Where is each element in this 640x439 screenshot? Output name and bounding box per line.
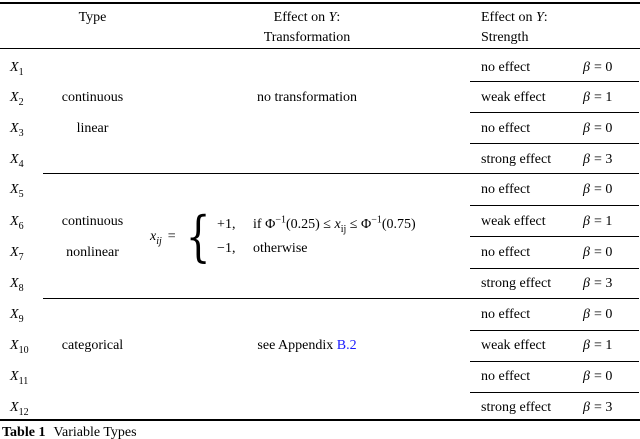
strength-rule-x11-x12 xyxy=(470,392,639,393)
row-x4-label: $X_4$ xyxy=(10,152,24,170)
row-x10-effect: weak effect xyxy=(481,338,546,353)
row-x11-label: $X_{11}$ xyxy=(10,369,29,387)
row-x9-beta: β = 0 xyxy=(583,307,613,322)
strength-rule-x9-x10 xyxy=(470,330,639,331)
row-x10-beta: β = 1 xyxy=(583,338,613,353)
type-group2-nonlinear: nonlinear xyxy=(66,245,119,260)
row-x4-effect: strong effect xyxy=(481,152,552,167)
table-caption xyxy=(2,424,137,439)
row-x11-beta: β = 0 xyxy=(583,369,613,384)
row-x2-effect: weak effect xyxy=(481,90,546,105)
strength-rule-x6-x7 xyxy=(470,236,639,237)
row-x7-label: $X_7$ xyxy=(10,245,24,263)
transformation-group3: see Appendix B.2 xyxy=(257,338,357,353)
table-bottom-rule xyxy=(0,419,640,421)
formula-case-2: −1, otherwise xyxy=(217,241,308,256)
row-x4-beta: β = 3 xyxy=(583,152,613,167)
row-x12-beta: β = 3 xyxy=(583,400,613,415)
type-group2-continuous: continuous xyxy=(61,214,124,229)
row-x7-beta: β = 0 xyxy=(583,245,613,260)
row-x6-label: $X_6$ xyxy=(10,214,24,232)
strength-rule-x3-x4 xyxy=(470,143,639,144)
row-x6-effect: weak effect xyxy=(481,214,546,229)
type-group3-categorical: categorical xyxy=(61,338,124,353)
row-x1-effect: no effect xyxy=(481,60,531,75)
row-x8-beta: β = 3 xyxy=(583,276,613,291)
table-caption-label: Table 1 xyxy=(2,425,46,439)
row-x5-effect: no effect xyxy=(481,182,531,197)
row-x6-beta: β = 1 xyxy=(583,214,613,229)
table-header-rule xyxy=(0,48,640,49)
formula-case-1: +1, if $\Phi^{-1}(0.25) \le x_{ij} \le \Phi^{-1}(0.75)$ xyxy=(217,214,416,235)
row-x3-beta: β = 0 xyxy=(583,121,613,136)
table-top-rule xyxy=(0,2,640,4)
column-header-transformation: Effect on Y: Transformation xyxy=(263,10,351,45)
transformation-group1: no transformation xyxy=(257,90,357,105)
appendix-b2-link[interactable]: B.2 xyxy=(336,338,357,353)
row-x9-label: $X_9$ xyxy=(10,307,24,325)
row-x1-label: $X_1$ xyxy=(10,60,24,78)
row-x1-beta: β = 0 xyxy=(583,60,613,75)
row-x9-effect: no effect xyxy=(481,307,531,322)
row-x3-label: $X_3$ xyxy=(10,121,24,139)
transformation-group2-formula: $x_{ij}$ = { +1, if $\Phi^{-1}(0.25) \le x_{ij} \le \Phi^{-1}(0.75)$ −1, otherwise xyxy=(150,205,416,268)
case-brace: { xyxy=(185,205,211,268)
type-group1-linear: linear xyxy=(76,121,109,136)
row-x11-effect: no effect xyxy=(481,369,531,384)
type-group1-continuous: continuous xyxy=(61,90,124,105)
strength-rule-x1-x2 xyxy=(470,81,639,82)
strength-rule-x10-x11 xyxy=(470,361,639,362)
row-x2-beta: β = 1 xyxy=(583,90,613,105)
column-header-type: Type xyxy=(78,10,107,25)
row-x5-beta: β = 0 xyxy=(583,182,613,197)
strength-rule-x5-x6 xyxy=(470,205,639,206)
row-x10-label: $X_{10}$ xyxy=(10,338,29,356)
row-x12-label: $X_{12}$ xyxy=(10,400,29,418)
row-x8-label: $X_8$ xyxy=(10,276,24,294)
row-x2-label: $X_2$ xyxy=(10,90,24,108)
row-x12-effect: strong effect xyxy=(481,400,552,415)
row-x3-effect: no effect xyxy=(481,121,531,136)
section-divider-1 xyxy=(43,173,639,174)
row-x5-label: $X_5$ xyxy=(10,182,24,200)
section-divider-2 xyxy=(43,298,639,299)
column-header-strength: Effect on Y: Strength xyxy=(481,10,548,45)
row-x8-effect: strong effect xyxy=(481,276,552,291)
table-caption-text: Variable Types xyxy=(53,425,137,439)
formula-lhs: $x_{ij}$ xyxy=(150,229,162,247)
strength-rule-x2-x3 xyxy=(470,112,639,113)
row-x7-effect: no effect xyxy=(481,245,531,260)
strength-rule-x7-x8 xyxy=(470,268,639,269)
